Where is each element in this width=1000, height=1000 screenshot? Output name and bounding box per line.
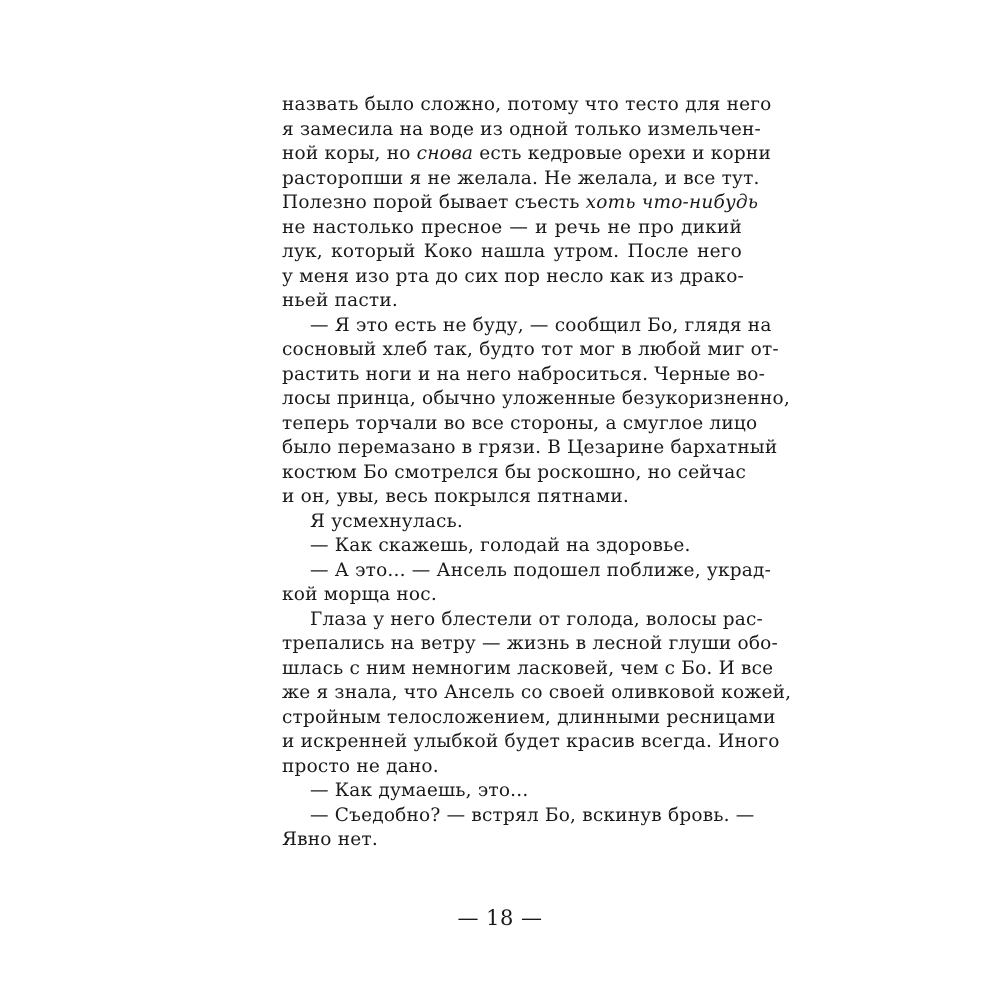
text-line: лук, который Коко нашла утром. После него: [282, 241, 742, 262]
text-line: — Я это есть не буду, — сообщил Бо, глядя на: [310, 314, 772, 336]
text-line: я замесила на воде из одной только измельчен-: [282, 118, 762, 140]
text-line: не настолько пресное — и речь не про дикий: [282, 216, 742, 238]
text-line: назвать было сложно, потому что тесто для него: [282, 94, 772, 115]
text-line: — Как скажешь, голодай на здоровье.: [310, 535, 691, 556]
text-line: сосновый хлеб так, будто тот мог в любой миг от-: [282, 339, 779, 360]
text-line: Полезно порой бывает съесть хоть что-нибудь: [282, 192, 759, 213]
text-line: — А это... — Ансель подошел поближе, украд-: [310, 559, 772, 581]
text-line: — Съедобно? — встрял Бо, вскинув бровь. —: [310, 804, 755, 826]
body-text: [282, 93, 792, 853]
page-number: — 18 —: [457, 906, 543, 930]
text-line: у меня изо рта до сих пор несло как из драко-: [282, 265, 744, 287]
italic-emphasis: хоть что-нибудь: [585, 192, 759, 213]
text-line: Я усмехнулась.: [310, 510, 463, 532]
text-line: лосы принца, обычно уложенные безукоризненно,: [282, 388, 790, 409]
text-line: растить ноги и на него наброситься. Черные во-: [282, 363, 766, 385]
text-line: расторопши я не желала. Не желала, и все тут.: [282, 167, 760, 189]
text-line: ной коры, но снова есть кедровые орехи и корни: [282, 143, 771, 164]
text-line: Явно нет.: [282, 829, 378, 850]
text-line: и искренней улыбкой будет красив всегда. Иного: [282, 731, 780, 752]
text-line: же я знала, что Ансель со своей оливковой кожей,: [282, 682, 792, 703]
text-line: теперь торчали во все стороны, а смуглое лицо: [282, 412, 758, 434]
italic-emphasis: снова: [416, 143, 474, 164]
text-line: Глаза у него блестели от голода, волосы рас-: [310, 608, 763, 630]
text-line: костюм Бо смотрелся бы роскошно, но сейчас: [282, 461, 747, 483]
text-line: трепались на ветру — жизнь в лесной глуши обо-: [282, 633, 778, 654]
text-line: стройным телосложением, длинными ресницами: [282, 706, 776, 728]
text-line: и он, увы, весь покрылся пятнами.: [282, 486, 629, 507]
text-line: было перемазано в грязи. В Цезарине бархатный: [282, 437, 778, 458]
text-line: просто не дано.: [282, 755, 439, 777]
text-line: шлась с ним немногим ласковей, чем с Бо. И все: [282, 657, 774, 679]
text-line: ньей пасти.: [282, 290, 398, 311]
text-line: кой морща нос.: [282, 584, 437, 605]
text-line: — Как думаешь, это...: [310, 780, 529, 801]
